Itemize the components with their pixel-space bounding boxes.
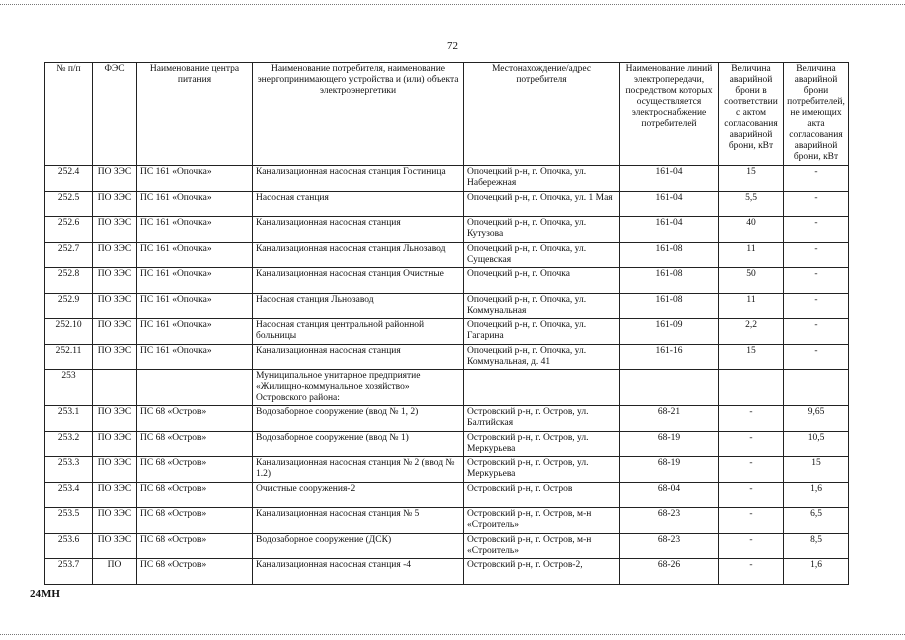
row-reserve-with-act: - — [719, 482, 784, 508]
row-power-center: ПС 68 «Остров» — [137, 559, 253, 585]
row-location: Опочецкий р-н, г. Опочка, ул. Сущевская — [464, 242, 620, 268]
row-power-line: 68-26 — [620, 559, 719, 585]
table-row — [45, 431, 849, 457]
table-row — [45, 559, 849, 585]
row-location: Островский р-н, г. Остров, м-н «Строитель» — [464, 533, 620, 559]
row-reserve-with-act: - — [719, 406, 784, 432]
row-fes: ПО ЗЭС — [93, 344, 137, 370]
row-reserve-with-act: - — [719, 431, 784, 457]
header-consumer-name: Наименование потребителя, наименование энергопринимающего устройства и (или) объекта электроэнергетики — [253, 63, 464, 166]
row-reserve-with-act: 15 — [719, 166, 784, 192]
row-power-center: ПС 161 «Опочка» — [137, 242, 253, 268]
row-reserve-without-act: 9,65 — [784, 406, 849, 432]
row-number: 253.7 — [45, 559, 93, 585]
scan-edge-bottom — [0, 634, 905, 636]
row-power-center: ПС 68 «Остров» — [137, 431, 253, 457]
table-body — [45, 166, 849, 585]
row-number: 252.7 — [45, 242, 93, 268]
row-reserve-without-act: 10,5 — [784, 431, 849, 457]
row-reserve-without-act: 6,5 — [784, 508, 849, 534]
row-consumer-name: Канализационная насосная станция Гостиница — [253, 166, 464, 192]
row-power-center: ПС 161 «Опочка» — [137, 166, 253, 192]
row-power-line: 68-19 — [620, 457, 719, 483]
table-row — [45, 457, 849, 483]
row-number: 252.4 — [45, 166, 93, 192]
row-number: 252.10 — [45, 319, 93, 345]
row-reserve-with-act — [719, 370, 784, 406]
row-fes: ПО ЗЭС — [93, 242, 137, 268]
row-power-line: 161-08 — [620, 268, 719, 294]
row-location: Опочецкий р-н, г. Опочка — [464, 268, 620, 294]
table-row — [45, 217, 849, 243]
row-reserve-without-act: - — [784, 217, 849, 243]
row-power-center: ПС 161 «Опочка» — [137, 217, 253, 243]
row-power-line: 68-04 — [620, 482, 719, 508]
row-number: 253.2 — [45, 431, 93, 457]
row-reserve-without-act: - — [784, 242, 849, 268]
row-reserve-with-act: 2,2 — [719, 319, 784, 345]
row-consumer-name: Водозаборное сооружение (ввод № 1) — [253, 431, 464, 457]
row-reserve-with-act: - — [719, 457, 784, 483]
row-consumer-name: Насосная станция — [253, 191, 464, 217]
row-power-line: 68-23 — [620, 508, 719, 534]
header-power-center: Наименование центра питания — [137, 63, 253, 166]
header-power-lines: Наименование линий электропередачи, посредством которых осуществляется электроснабжение потребителей — [620, 63, 719, 166]
row-fes: ПО ЗЭС — [93, 191, 137, 217]
row-reserve-without-act: - — [784, 344, 849, 370]
table-row — [45, 268, 849, 294]
row-location: Опочецкий р-н, г. Опочка, ул. 1 Мая — [464, 191, 620, 217]
row-power-center: ПС 161 «Опочка» — [137, 319, 253, 345]
row-consumer-name: Канализационная насосная станция — [253, 217, 464, 243]
row-power-center: ПС 161 «Опочка» — [137, 268, 253, 294]
row-location: Опочецкий р-н, г. Опочка, ул. Коммунальная, д. 41 — [464, 344, 620, 370]
row-reserve-with-act: 50 — [719, 268, 784, 294]
header-location: Местонахождение/адрес потребителя — [464, 63, 620, 166]
row-reserve-with-act: 5,5 — [719, 191, 784, 217]
row-location: Опочецкий р-н, г. Опочка, ул. Коммунальная — [464, 293, 620, 319]
row-consumer-name: Насосная станция центральной районной больницы — [253, 319, 464, 345]
row-consumer-name: Канализационная насосная станция — [253, 344, 464, 370]
row-power-center: ПС 68 «Остров» — [137, 406, 253, 432]
row-consumer-name: Канализационная насосная станция Очистные — [253, 268, 464, 294]
row-fes: ПО ЗЭС — [93, 406, 137, 432]
row-reserve-with-act: - — [719, 559, 784, 585]
header-reserve-without-act: Величина аварийной брони потребителей, не имеющих акта согласования аварийной брони, кВт — [784, 63, 849, 166]
row-consumer-name: Водозаборное сооружение (ДСК) — [253, 533, 464, 559]
row-consumer-name: Очистные сооружения-2 — [253, 482, 464, 508]
row-power-center: ПС 68 «Остров» — [137, 533, 253, 559]
table-row — [45, 191, 849, 217]
table-header-row — [45, 63, 849, 166]
row-reserve-with-act: 40 — [719, 217, 784, 243]
document-code: 24МН — [30, 588, 60, 600]
row-power-line — [620, 370, 719, 406]
row-location: Островский р-н, г. Остров, ул. Меркурьева — [464, 431, 620, 457]
row-location: Опочецкий р-н, г. Опочка, ул. Набережная — [464, 166, 620, 192]
row-number: 252.8 — [45, 268, 93, 294]
row-location: Опочецкий р-н, г. Опочка, ул. Гагарина — [464, 319, 620, 345]
row-location: Островский р-н, г. Остров — [464, 482, 620, 508]
row-fes: ПО ЗЭС — [93, 457, 137, 483]
row-number: 252.6 — [45, 217, 93, 243]
header-number: № п/п — [45, 63, 93, 166]
row-power-center: ПС 161 «Опочка» — [137, 191, 253, 217]
page-number: 72 — [447, 40, 458, 52]
row-location: Островский р-н, г. Остров, ул. Балтийская — [464, 406, 620, 432]
row-number: 253.3 — [45, 457, 93, 483]
row-power-center: ПС 68 «Остров» — [137, 457, 253, 483]
row-power-line: 68-19 — [620, 431, 719, 457]
row-consumer-name: Водозаборное сооружение (ввод № 1, 2) — [253, 406, 464, 432]
row-number: 253.5 — [45, 508, 93, 534]
row-fes: ПО ЗЭС — [93, 431, 137, 457]
row-power-line: 161-08 — [620, 242, 719, 268]
row-consumer-name: Канализационная насосная станция Льнозавод — [253, 242, 464, 268]
header-reserve-with-act: Величина аварийной брони в соответствии с актом согласования аварийной брони, кВт — [719, 63, 784, 166]
row-reserve-without-act: - — [784, 166, 849, 192]
row-reserve-without-act: 1,6 — [784, 559, 849, 585]
row-reserve-without-act: - — [784, 268, 849, 294]
table-row — [45, 482, 849, 508]
row-reserve-without-act: 1,6 — [784, 482, 849, 508]
row-reserve-without-act — [784, 370, 849, 406]
scan-edge-top — [0, 4, 905, 6]
table-row — [45, 406, 849, 432]
row-power-center — [137, 370, 253, 406]
table-row — [45, 370, 849, 406]
row-power-line: 161-04 — [620, 166, 719, 192]
row-reserve-without-act: 15 — [784, 457, 849, 483]
row-location: Опочецкий р-н, г. Опочка, ул. Кутузова — [464, 217, 620, 243]
row-consumer-name: Канализационная насосная станция № 2 (ввод № 1.2) — [253, 457, 464, 483]
row-location: Островский р-н, г. Остров-2, — [464, 559, 620, 585]
row-reserve-with-act: - — [719, 533, 784, 559]
row-reserve-without-act: - — [784, 293, 849, 319]
table-row — [45, 242, 849, 268]
emergency-reserve-table — [44, 62, 849, 585]
row-consumer-name: Муниципальное унитарное предприятие «Жилищно-коммунальное хозяйство» Островского района: — [253, 370, 464, 406]
row-fes: ПО ЗЭС — [93, 482, 137, 508]
table-row — [45, 166, 849, 192]
row-number: 252.5 — [45, 191, 93, 217]
row-reserve-without-act: - — [784, 319, 849, 345]
row-reserve-with-act: 15 — [719, 344, 784, 370]
row-power-line: 161-08 — [620, 293, 719, 319]
row-consumer-name: Канализационная насосная станция -4 — [253, 559, 464, 585]
header-fes: ФЭС — [93, 63, 137, 166]
row-power-line: 68-21 — [620, 406, 719, 432]
row-fes — [93, 370, 137, 406]
row-fes: ПО ЗЭС — [93, 508, 137, 534]
row-fes: ПО ЗЭС — [93, 293, 137, 319]
row-reserve-with-act: 11 — [719, 242, 784, 268]
row-power-line: 68-23 — [620, 533, 719, 559]
row-location — [464, 370, 620, 406]
row-location: Островский р-н, г. Остров, ул. Меркурьева — [464, 457, 620, 483]
row-power-line: 161-16 — [620, 344, 719, 370]
row-power-line: 161-04 — [620, 217, 719, 243]
table-row — [45, 293, 849, 319]
row-number: 253.1 — [45, 406, 93, 432]
row-number: 252.11 — [45, 344, 93, 370]
row-consumer-name: Насосная станция Льнозавод — [253, 293, 464, 319]
row-fes: ПО ЗЭС — [93, 319, 137, 345]
row-fes: ПО ЗЭС — [93, 166, 137, 192]
row-number: 253.4 — [45, 482, 93, 508]
table-row — [45, 344, 849, 370]
table-row — [45, 533, 849, 559]
row-fes: ПО ЗЭС — [93, 217, 137, 243]
row-power-center: ПС 161 «Опочка» — [137, 293, 253, 319]
row-power-line: 161-04 — [620, 191, 719, 217]
row-reserve-without-act: 8,5 — [784, 533, 849, 559]
row-consumer-name: Канализационная насосная станция № 5 — [253, 508, 464, 534]
row-reserve-with-act: 11 — [719, 293, 784, 319]
row-fes: ПО ЗЭС — [93, 268, 137, 294]
row-power-center: ПС 161 «Опочка» — [137, 344, 253, 370]
row-power-center: ПС 68 «Остров» — [137, 508, 253, 534]
row-power-line: 161-09 — [620, 319, 719, 345]
row-number: 253 — [45, 370, 93, 406]
row-reserve-with-act: - — [719, 508, 784, 534]
row-power-center: ПС 68 «Остров» — [137, 482, 253, 508]
row-location: Островский р-н, г. Остров, м-н «Строитель» — [464, 508, 620, 534]
table-row — [45, 508, 849, 534]
row-fes: ПО ЗЭС — [93, 533, 137, 559]
row-fes: ПО — [93, 559, 137, 585]
row-number: 252.9 — [45, 293, 93, 319]
table-row — [45, 319, 849, 345]
row-number: 253.6 — [45, 533, 93, 559]
row-reserve-without-act: - — [784, 191, 849, 217]
